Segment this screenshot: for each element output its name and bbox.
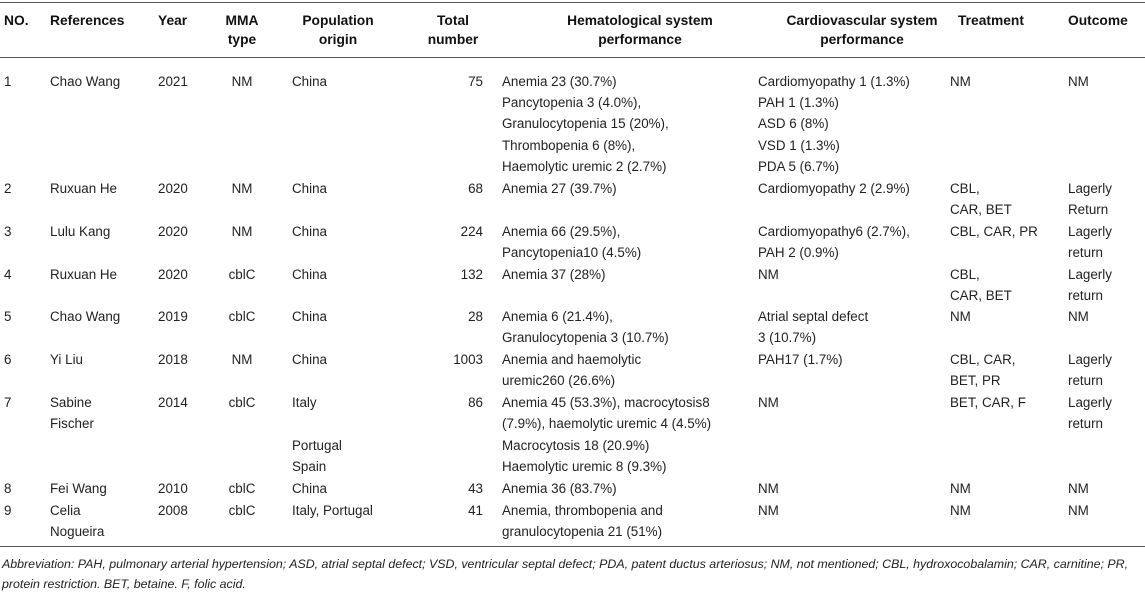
cell-outcome: Lagerly return (1068, 352, 1112, 389)
cell-origin: Italy, Portugal (292, 503, 373, 518)
cell-outcome: Lagerly return (1068, 267, 1112, 304)
cell-mma-type: NM (231, 74, 253, 89)
cell-year: 2010 (158, 481, 188, 496)
cell-references: Ruxuan He (50, 181, 117, 196)
cell-cardiovascular: Cardiomyopathy6 (2.7%), PAH 2 (0.9%) (758, 224, 910, 261)
header-total-number: Total number (427, 13, 479, 47)
cell-total: 86 (468, 395, 483, 410)
header-references: References (50, 13, 125, 28)
header-population-origin: Population origin (302, 13, 374, 47)
cell-origin: Portugal Spain (292, 438, 342, 475)
cell-total: 1003 (453, 352, 483, 367)
cell-hematological: Anemia 27 (39.7%) (502, 181, 617, 196)
cell-mma-type: cblC (228, 395, 256, 410)
cell-hematological: Anemia 23 (30.7%) Pancytopenia 3 (4.0%), Granulocytopenia 15 (20%), Thrombopenia 6 (8%), Haemolytic uremic 2 (2.7%) (502, 74, 669, 174)
cell-mma-type: cblC (228, 309, 256, 324)
cell-origin: China (292, 267, 327, 282)
cell-references: Celia Nogueira (50, 503, 105, 540)
table-footnote: Abbreviation: PAH, pulmonary arterial hypertension; ASD, atrial septal defect; VSD, ventricular septal defect; PDA, patent ductus arteriosus; NM, not mentioned; CBL, hydroxocobalamin; CAR, carnitine; PR, protein restriction. BET, betaine. F, folic acid. (2, 557, 1129, 591)
cell-year: 2019 (158, 309, 188, 324)
cell-hematological: Anemia and haemolytic uremic260 (26.6%) (502, 352, 642, 389)
cell-mma-type: cblC (228, 481, 256, 496)
cell-total: 132 (460, 267, 483, 282)
cell-outcome: NM (1068, 74, 1089, 89)
cell-references: Lulu Kang (50, 224, 111, 239)
cell-treatment: CBL, CAR, BET (950, 267, 1012, 304)
cell-total: 28 (468, 309, 483, 324)
cell-hematological: Anemia, thrombopenia and granulocytopenia 21 (51%) (502, 503, 663, 540)
cell-cardiovascular: NM (758, 395, 779, 410)
cell-outcome: Lagerly Return (1068, 181, 1112, 218)
cell-cardiovascular: NM (758, 481, 779, 496)
cell-cardiovascular: Cardiomyopathy 2 (2.9%) (758, 181, 910, 196)
cell-year: 2020 (158, 181, 188, 196)
cell-outcome: Lagerly return (1068, 224, 1112, 261)
cell-outcome: Lagerly return (1068, 395, 1112, 432)
cell-cardiovascular: Atrial septal defect 3 (10.7%) (758, 309, 869, 346)
cell-references: Chao Wang (50, 309, 121, 324)
cell-no: 2 (4, 181, 12, 196)
cell-references: Chao Wang (50, 74, 121, 89)
cell-year: 2021 (158, 74, 188, 89)
cell-references: Yi Liu (50, 352, 83, 367)
cell-cardiovascular: Cardiomyopathy 1 (1.3%) PAH 1 (1.3%) ASD 6 (8%) VSD 1 (1.3%) PDA 5 (6.7%) (758, 74, 910, 174)
cell-mma-type: NM (231, 181, 253, 196)
table-top-rule (0, 2, 1145, 3)
cell-treatment: CBL, CAR, PR (950, 224, 1038, 239)
cell-no: 6 (4, 352, 12, 367)
cell-cardiovascular: PAH17 (1.7%) (758, 352, 843, 367)
cell-no: 8 (4, 481, 12, 496)
cell-mma-type: cblC (228, 503, 256, 518)
cell-mma-type: NM (231, 352, 253, 367)
cell-year: 2020 (158, 224, 188, 239)
header-hematological: Hematological system performance (567, 13, 713, 47)
cell-year: 2020 (158, 267, 188, 282)
cell-treatment: CBL, CAR, BET (950, 181, 1012, 218)
cell-origin: China (292, 74, 327, 89)
header-bottom-rule (0, 57, 1145, 58)
cell-hematological: Anemia 66 (29.5%), Pancytopenia10 (4.5%) (502, 224, 642, 261)
cell-cardiovascular: NM (758, 503, 779, 518)
cell-year: 2008 (158, 503, 188, 518)
cell-no: 7 (4, 395, 12, 410)
cell-no: 5 (4, 309, 12, 324)
cell-hematological: Anemia 45 (53.3%), macrocytosis8 (7.9%), haemolytic uremic 4 (4.5%) (502, 395, 712, 432)
cell-treatment: BET, CAR, F (950, 395, 1026, 410)
cell-hematological: Anemia 36 (83.7%) (502, 481, 617, 496)
cell-total: 68 (468, 181, 483, 196)
header-mma-type: MMA type (225, 13, 259, 47)
cell-origin: Italy (292, 395, 317, 410)
cell-total: 41 (468, 503, 483, 518)
cell-year: 2018 (158, 352, 188, 367)
cell-total: 224 (460, 224, 483, 239)
cell-origin: China (292, 224, 327, 239)
cell-no: 3 (4, 224, 12, 239)
header-outcome: Outcome (1068, 13, 1128, 28)
cell-origin: China (292, 309, 327, 324)
cell-mma-type: cblC (228, 267, 256, 282)
cell-no: 4 (4, 267, 12, 282)
cell-no: 1 (4, 74, 12, 89)
cell-references: Fei Wang (50, 481, 107, 496)
header-treatment: Treatment (958, 13, 1024, 28)
cell-hematological: Anemia 37 (28%) (502, 267, 606, 282)
cell-mma-type: NM (231, 224, 253, 239)
cell-outcome: NM (1068, 309, 1089, 324)
cell-outcome: NM (1068, 481, 1089, 496)
cell-references: Sabine Fischer (50, 395, 94, 432)
cell-hematological: Anemia 6 (21.4%), Granulocytopenia 3 (10.7%) (502, 309, 669, 346)
cell-outcome: NM (1068, 503, 1089, 518)
cell-hematological: Macrocytosis 18 (20.9%) Haemolytic uremic 8 (9.3%) (502, 438, 667, 475)
cell-treatment: NM (950, 74, 971, 89)
cell-origin: China (292, 181, 327, 196)
cell-references: Ruxuan He (50, 267, 117, 282)
cell-origin: China (292, 481, 327, 496)
header-no: NO. (4, 13, 29, 28)
cell-no: 9 (4, 503, 12, 518)
cell-treatment: NM (950, 503, 971, 518)
cell-treatment: CBL, CAR, BET, PR (950, 352, 1016, 389)
header-cardiovascular: Cardiovascular system performance (786, 13, 938, 47)
cell-origin: China (292, 352, 327, 367)
cell-cardiovascular: NM (758, 267, 779, 282)
header-year: Year (158, 13, 188, 28)
cell-total: 75 (468, 74, 483, 89)
table-bottom-rule (0, 546, 1145, 547)
cell-treatment: NM (950, 309, 971, 324)
cell-total: 43 (468, 481, 483, 496)
cell-year: 2014 (158, 395, 188, 410)
cell-treatment: NM (950, 481, 971, 496)
